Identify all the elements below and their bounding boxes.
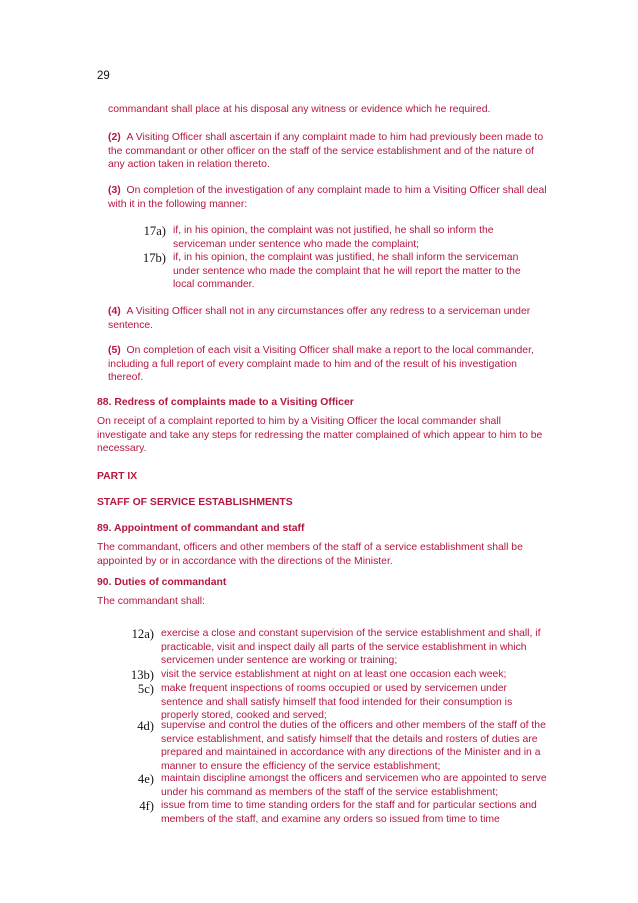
paragraph-4-text: A Visiting Officer shall not in any circumstances offer any redress to a serviceman under sentence. [108, 306, 531, 331]
section-90-heading: 90. Duties of commandant [97, 577, 227, 588]
list-item-text: if, in his opinion, the complaint was justified, he shall inform the serviceman under sentence who made the complaint that he will report the matter to the local commander. [173, 252, 521, 291]
paragraph-4-number: (4) [108, 306, 121, 317]
paragraph-continued: commandant shall place at his disposal any witness or evidence which he required. [108, 104, 491, 115]
list-item-text: supervise and control the duties of the officers and other members of the staff of the service establishment, and satisfy himself that the details and rosters of duties are prepared and maintained in accordance with any directions of the Minister and in a manner to ensure the efficiency of the service establishment; [161, 720, 546, 772]
paragraph-2-text: A Visiting Officer shall ascertain if any complaint made to him had previously been made to the commandant or other officer on the staff of the service establishment and of the nature of any action taken in relation thereto. [108, 132, 544, 171]
section-89-heading: 89. Appointment of commandant and staff [97, 523, 305, 534]
paragraph-3-text: On completion of the investigation of any complaint made to him a Visiting Officer shall deal with it in the following manner: [108, 185, 547, 210]
list-item-label: 4e) [137, 772, 154, 786]
section-90-text: The commandant shall: [97, 596, 206, 607]
part-number: PART IX [97, 471, 138, 482]
list-item-text: if, in his opinion, the complaint was not justified, he shall so inform the serviceman under sentence who made the complaint; [173, 225, 494, 250]
section-88-heading: 88. Redress of complaints made to a Visiting Officer [97, 397, 354, 408]
list-item-label: 4f) [139, 799, 154, 813]
paragraph-3-number: (3) [108, 185, 121, 196]
paragraph-5-text: On completion of each visit a Visiting Officer shall make a report to the local commander, including a full report of every complaint made to him and of the result of his investigation thereof. [108, 345, 534, 384]
list-item-label: 17a) [143, 224, 166, 238]
list-item-label: 4d) [137, 719, 154, 733]
section-88-text: On receipt of a complaint reported to him by a Visiting Officer the local commander shall investigate and take any steps for redressing the matter complained of which appear to him to be necessary. [97, 416, 543, 455]
list-item-text: issue from time to time standing orders for the staff and for particular sections and members of the staff, and examine any orders so issued from time to time [161, 800, 537, 825]
list-item-text: make frequent inspections of rooms occupied or used by servicemen under sentence and shall satisfy himself that food intended for their consumption is properly stored, cooked and served; [161, 683, 513, 722]
paragraph-2-number: (2) [108, 132, 121, 143]
list-item-label: 5c) [137, 682, 154, 696]
list-item-label: 13b) [130, 668, 154, 682]
part-title: STAFF OF SERVICE ESTABLISHMENTS [97, 497, 293, 508]
list-item-text: visit the service establishment at night on at least one occasion each week; [161, 669, 507, 680]
list-item-label: 12a) [131, 627, 154, 641]
list-item-label: 17b) [142, 251, 166, 265]
paragraph-4 [108, 305, 548, 332]
paragraph-5 [108, 344, 548, 385]
paragraph-5-number: (5) [108, 345, 121, 356]
list-item-text: maintain discipline amongst the officers and servicemen who are appointed to serve under his command as members of the staff of the service establishment; [161, 773, 547, 798]
page-number: 29 [97, 70, 110, 82]
list-item-text: exercise a close and constant supervision of the service establishment and shall, if practicable, visit and inspect daily all parts of the service establishment in which servicemen under sentence are working or training; [161, 628, 541, 667]
section-89-text: The commandant, officers and other members of the staff of a service establishment shall be appointed by or in accordance with the directions of the Minister. [97, 542, 523, 567]
paragraph-3 [108, 184, 548, 211]
paragraph-2 [108, 131, 548, 172]
